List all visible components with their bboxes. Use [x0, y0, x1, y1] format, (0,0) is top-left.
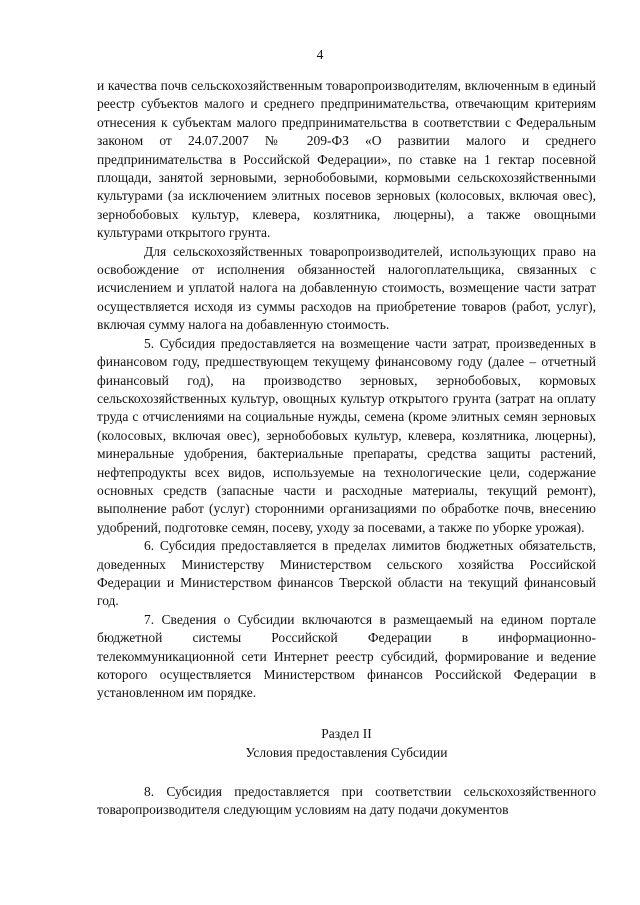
section-spacer	[97, 762, 596, 783]
paragraph-clause-8: 8. Субсидия предоставляется при соответствии сельскохозяйственного товаропроизводителя следующим условиям на дату подачи документов	[97, 783, 596, 818]
section-number: Раздел II	[321, 725, 372, 741]
paragraph-clause-6: 6. Субсидия предоставляется в пределах лимитов бюджетных обязательств, доведенных Министерству Министерством сельского хозяйства Российской Федерации и Министерством финансов Тверской области на текущий финансовый год.	[97, 538, 596, 609]
page-number: 4	[316, 47, 324, 62]
paragraph-continuation: и качества почв сельскохозяйственным товаропроизводителям, включенным в единый реестр субъектов малого и среднего предпринимательства, отвечающим критериям отнесения к субъектам малого предпринимательства в соответствии с Федеральным законом от 24.07.2007 № 209-ФЗ «О развитии малого и среднего предпринимательства в Российской Федерации», по ставке на 1 гектар посевной площади, занятой зерновыми, зернобобовыми, кормовыми сельскохозяйственными культурами (за исключением элитных посевов зерновых (колосовых, включая овес), зернобобовых культур, клевера, козлятника, люцерны), а также овощными культурами открытого грунта.	[97, 78, 596, 241]
section-heading	[97, 724, 596, 762]
document-body	[97, 77, 596, 820]
section-title: Условия предоставления Субсидии	[245, 744, 448, 760]
paragraph-clause-7: 7. Сведения о Субсидии включаются в размещаемый на едином портале бюджетной системы Российской Федерации в информационно-телекоммуникационной сети Интернет реестр субсидий, формирование и ведение которого осуществляется Министерством финансов Российской Федерации в установленном им порядке.	[97, 611, 596, 701]
paragraph-clause-5: 5. Субсидия предоставляется на возмещение части затрат, произведенных в финансовом году, предшествующем текущему финансовому году (далее – отчетный финансовый год), на производство зерновых, зернобобовых, кормовых сельскохозяйственных культур, овощных культур открытого грунта (затрат на оплату труда с отчислениями на социальные нужды, семена (кроме элитных семян зерновых (колосовых, включая овес), зернобобовых культур, клевера, козлятника, люцерны), минеральные удобрения, бактериальные препараты, средства защиты растений, нефтепродукты всех видов, используемые на технологические цели, содержание основных средств (запасные части и расходные материалы, текущий ремонт), выполнение работ (услуг) сторонними организациями по обработке почв, внесению удобрений, подготовке семян, посеву, уходу за посевами, а также по уборке урожая).	[97, 335, 596, 535]
paragraph-vat-exemption: Для сельскохозяйственных товаропроизводителей, использующих право на освобождение от исполнения обязанностей налогоплательщика, связанных с исчислением и уплатой налога на добавленную стоимость, возмещение части затрат осуществляется исходя из суммы расходов на приобретение товаров (работ, услуг), включая сумму налога на добавленную стоимость.	[97, 243, 596, 333]
